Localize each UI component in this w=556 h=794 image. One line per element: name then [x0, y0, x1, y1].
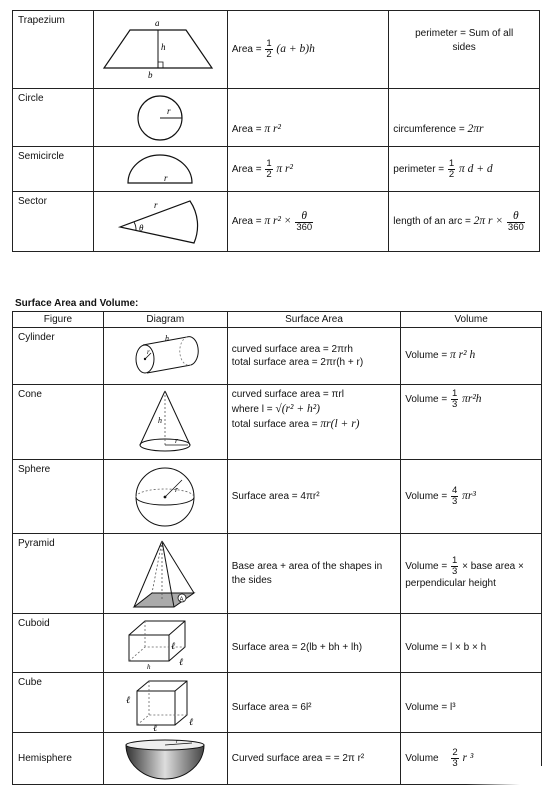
label-l-2: ℓ [189, 716, 194, 728]
label-h: h [161, 41, 166, 52]
label-r: r [175, 484, 179, 494]
volume-expression: r ³ [462, 752, 474, 765]
table-row [13, 460, 542, 534]
solid-name: Cuboid [13, 614, 104, 673]
surface-area-formula [227, 673, 401, 733]
surface-area-text: Surface area = 6l² [231, 701, 312, 713]
volume-formula [401, 328, 542, 385]
area-label: Area = [231, 44, 262, 56]
other-formula [389, 89, 540, 147]
volume-expression: Volume = l³ [405, 701, 456, 713]
total-surface-label: total surface area = [231, 419, 318, 431]
circumference-expression: 2πr [467, 123, 484, 136]
table-row [13, 89, 540, 147]
area-expression: π r² × [264, 215, 292, 228]
sector-diagram [93, 192, 227, 252]
surface-area-text: Base area + area of the shapes in [231, 561, 383, 572]
surface-area-formula [227, 328, 401, 385]
label-h: h [158, 416, 163, 425]
fraction: $\frac{4}{3}$ [452, 485, 458, 507]
fraction: $\frac{1}{2}$ [266, 157, 272, 180]
shape-name: Sector [13, 192, 94, 252]
label-a: a [155, 17, 160, 28]
label-h: h [165, 334, 170, 343]
header-figure: Figure [13, 312, 104, 328]
fraction: $\frac{\theta}{360}$ [296, 209, 313, 234]
volume-expression: × base area × [462, 561, 524, 573]
area-expression: (a + b)h [276, 43, 315, 56]
other-formula [389, 192, 540, 252]
label-l-3: ℓ [153, 722, 158, 731]
area-formula [227, 89, 388, 147]
area-label: Area = [231, 216, 262, 228]
plane-shapes-table [12, 10, 540, 252]
total-surface-expression: πr(l + r) [320, 418, 360, 431]
header-volume: Volume [401, 312, 542, 328]
volume-expression: πr³ [462, 490, 476, 503]
cylinder-diagram [103, 328, 227, 385]
header-row [13, 312, 542, 328]
area-formula [227, 192, 388, 252]
sphere-diagram [103, 460, 227, 534]
table-row [13, 328, 542, 385]
arc-expression: 2π r × [473, 215, 504, 228]
cone-diagram [103, 385, 227, 460]
shape-name: Circle [13, 89, 94, 147]
header-surface-area: Surface Area [227, 312, 401, 328]
solid-name: Sphere [13, 460, 104, 534]
solid-name: Cone [13, 385, 104, 460]
volume-label: Volume [405, 753, 439, 765]
cube-diagram [103, 673, 227, 733]
label-b: ℓ [179, 657, 184, 668]
watermark-fade [466, 766, 556, 794]
circle-diagram [93, 89, 227, 147]
perimeter-text-2: sides [452, 41, 476, 53]
pyramid-diagram [103, 534, 227, 614]
shape-name: Semicircle [13, 147, 94, 192]
label-l: ℓ [126, 694, 131, 706]
volume-expression: Volume = l × b × h [405, 642, 487, 654]
fraction: $\frac{2}{3}$ [452, 747, 458, 769]
volume-formula [401, 614, 542, 673]
table-row [13, 147, 540, 192]
surface-area-formula [227, 733, 401, 785]
label-r: r [175, 436, 179, 445]
fraction: $\frac{1}{3}$ [452, 388, 458, 410]
surface-area-volume-table [12, 311, 542, 785]
label-r: r [164, 173, 168, 183]
label-theta: θ [139, 222, 144, 233]
table-row [13, 673, 542, 733]
solid-name: Pyramid [13, 534, 104, 614]
shape-name: Trapezium [13, 11, 94, 89]
solid-name: Cylinder [13, 328, 104, 385]
volume-expression-2: perpendicular height [405, 578, 496, 590]
other-formula [389, 147, 540, 192]
total-surface-area: total surface area = 2πr(h + r) [231, 357, 364, 368]
surface-area-text: Surface area = 4πr² [231, 490, 320, 502]
surface-area-text: Curved surface area = = 2π r² [231, 752, 365, 764]
solid-name: Cube [13, 673, 104, 733]
surface-area-formula [227, 534, 401, 614]
cuboid-diagram [103, 614, 227, 673]
slant-label: where l = [231, 403, 273, 415]
area-label: Area = [231, 163, 262, 175]
perimeter-label: perimeter = [393, 163, 445, 175]
perimeter-expression: π d + d [459, 162, 493, 175]
volume-formula [401, 534, 542, 614]
volume-formula [401, 673, 542, 733]
other-formula [389, 11, 540, 89]
surface-area-text-2: the sides [231, 574, 272, 586]
trapezium-diagram [93, 11, 227, 89]
volume-expression: πr²h [462, 393, 482, 406]
area-expression: π r² [264, 123, 281, 136]
volume-formula [401, 385, 542, 460]
section-heading: Surface Area and Volume: [15, 298, 139, 309]
label-r: r [147, 348, 151, 356]
slant-expression: √(r² + h²) [275, 402, 320, 415]
fraction: $\frac{1}{2}$ [266, 38, 272, 60]
surface-area-formula [227, 385, 401, 460]
label-a: A [179, 596, 184, 603]
label-l: ℓ [171, 641, 176, 652]
table-row [13, 385, 542, 460]
label-b: b [148, 69, 153, 80]
fraction: $\frac{1}{3}$ [452, 555, 458, 578]
hemisphere-diagram [103, 733, 227, 785]
perimeter-text: perimeter = Sum of all [415, 28, 514, 39]
volume-expression: π r² h [450, 349, 476, 362]
table-row [13, 192, 540, 252]
surface-area-formula [227, 614, 401, 673]
solid-name: Hemisphere [13, 733, 104, 785]
curved-surface-area: curved surface area = πrl [231, 389, 344, 400]
table-row [13, 614, 542, 673]
volume-label: Volume = [405, 491, 448, 503]
label-h: h [147, 663, 151, 671]
arc-label: length of an arc = [393, 216, 471, 228]
fraction: $\frac{\theta}{360}$ [507, 209, 524, 234]
area-formula [227, 11, 388, 89]
fraction: $\frac{1}{2}$ [448, 157, 455, 180]
surface-area-text: Surface area = 2(lb + bh + lh) [231, 642, 363, 654]
circumference-label: circumference = [393, 124, 465, 136]
header-diagram: Diagram [103, 312, 227, 328]
curved-surface-area: curved surface area = 2πrh [231, 343, 353, 355]
table-row [13, 11, 540, 89]
label-r: r [167, 105, 171, 116]
label-r: r [154, 199, 158, 210]
volume-formula [401, 460, 542, 534]
volume-label: Volume = [405, 394, 448, 406]
semicircle-diagram [93, 147, 227, 192]
area-formula [227, 147, 388, 192]
volume-label: Volume = [405, 350, 448, 362]
area-expression: π r² [276, 162, 293, 175]
surface-area-formula [227, 460, 401, 534]
volume-label: Volume = [405, 561, 448, 573]
table-row [13, 534, 542, 614]
area-label: Area = [231, 124, 262, 136]
label-r: r [176, 738, 179, 745]
table-row [13, 733, 542, 785]
